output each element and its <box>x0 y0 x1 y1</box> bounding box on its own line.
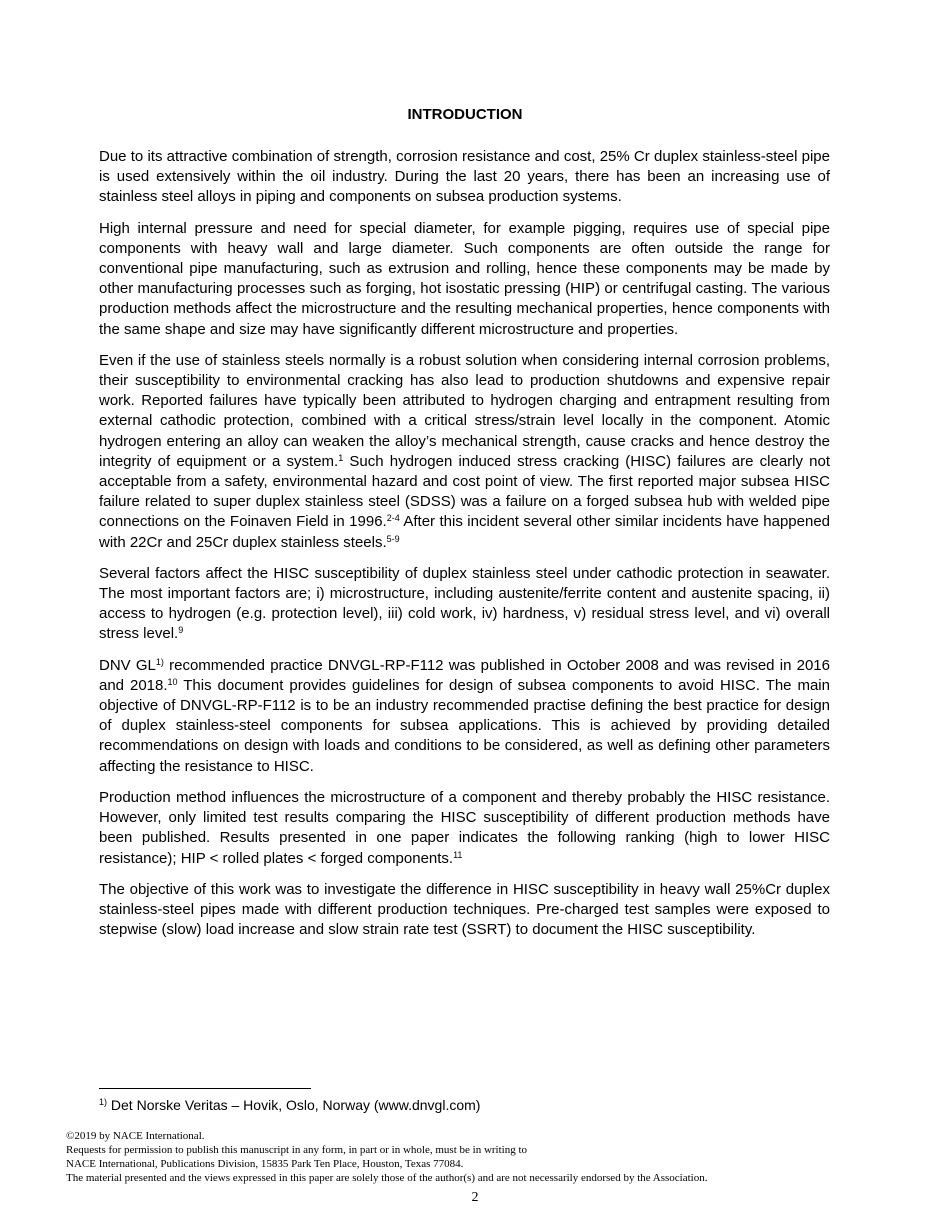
paragraph-5-text-b: recommended practice DNVGL-RP-F112 was published in October 2008 and was revised in 2016 and 2018. <box>99 656 830 694</box>
citation-ref: 11 <box>453 849 463 860</box>
copyright-notice <box>66 1129 866 1185</box>
copyright-line: ©2019 by NACE International. <box>66 1130 205 1142</box>
citation-ref: 2-4 <box>386 513 400 524</box>
footnote <box>99 1097 480 1113</box>
section-heading: INTRODUCTION <box>407 106 523 123</box>
address-line: NACE International, Publications Division, 15835 Park Ten Place, Houston, Texas 77084. <box>66 1158 464 1170</box>
paragraph-1: Due to its attractive combination of strength, corrosion resistance and cost, 25% Cr duplex stainless-steel pipe is used extensively within the oil industry. During the last 20 years, there has been an increasing use of stainless steel alloys in piping and components on subsea production systems. <box>99 148 830 206</box>
paragraph-6 <box>99 788 830 869</box>
citation-ref: 1 <box>338 452 344 463</box>
citation-ref: 10 <box>167 676 178 687</box>
paragraph-5-text-c: This document provides guidelines for design of subsea components to avoid HISC. The main objective of DNVGL-RP-F112 is to be an industry recommended practise defining the best practice for design of duplex stainless-steel components for subsea applications. This is achieved by providing detailed recommendations on design with loads and conditions to be considered, as well as defining other parameters affecting the resistance to HISC. <box>99 676 830 775</box>
paragraph-6-text-a: Production method influences the microstructure of a component and thereby probably the HISC resistance. However, only limited test results comparing the HISC susceptibility of different production methods have been published. Results presented in one paper indicates the following ranking (high to lower HISC resistance); HIP < rolled plates < forged components. <box>99 788 830 867</box>
paragraph-3-text-b: Such hydrogen induced stress cracking (HISC) failures are clearly not acceptable from a safety, environmental hazard and cost point of view. The first reported major subsea HISC failure related to super duplex stainless steel (SDSS) was a failure on a forged subsea hub with welded pipe connections on the Foinaven Field in 1996. <box>99 452 830 531</box>
paragraph-5-text-a: DNV GL <box>99 656 156 674</box>
paragraph-5 <box>99 656 830 777</box>
citation-ref: 5-9 <box>386 533 400 544</box>
paragraph-3 <box>99 351 830 553</box>
footnote-ref: 1) <box>155 656 164 667</box>
paragraph-4-text-a: Several factors affect the HISC susceptibility of duplex stainless steel under cathodic protection in seawater. The most important factors are; i) microstructure, including austenite/ferrite content and austenite spacing, ii) access to hydrogen (e.g. protection level), iii) cold work, iv) hardness, v) residual stress level, and vi) overall stress level. <box>99 564 830 643</box>
footnote-marker: 1) <box>99 1097 108 1107</box>
footnote-text: Det Norske Veritas – Hovik, Oslo, Norway (www.dnvgl.com) <box>107 1097 481 1113</box>
permission-line: Requests for permission to publish this manuscript in any form, in part or in whole, must be in writing to <box>66 1144 528 1156</box>
citation-ref: 9 <box>178 625 184 636</box>
footnote-divider <box>99 1088 311 1089</box>
disclaimer-line: The material presented and the views expressed in this paper are solely those of the author(s) and are not necessarily endorsed by the Association. <box>66 1172 708 1184</box>
page-number: 2 <box>471 1190 479 1205</box>
paragraph-7: The objective of this work was to investigate the difference in HISC susceptibility in heavy wall 25%Cr duplex stainless-steel pipes made with different production techniques. Pre-charged test samples were exposed to stepwise (slow) load increase and slow strain rate test (SSRT) to document the HISC susceptibility. <box>99 880 830 939</box>
paragraph-2: High internal pressure and need for special diameter, for example pigging, requires use of special pipe components with heavy wall and large diameter. Such components are often outside the range for conventional pipe manufacturing, such as extrusion and rolling, hence these components may be made by other manufacturing processes such as forging, hot isostatic pressing (HIP) or centrifugal casting. The various production methods affect the microstructure and the resulting mechanical properties, hence components with the same shape and size may have significantly different microstructure and properties. <box>99 219 830 338</box>
paragraph-4 <box>99 564 830 645</box>
introduction-body <box>99 147 830 951</box>
paragraph-3-text-a: Even if the use of stainless steels normally is a robust solution when considering internal corrosion problems, their susceptibility to environmental cracking has also lead to production shutdowns and expensive repair work. Reported failures have typically been attributed to hydrogen charging and entrapment resulting from external cathodic protection, combined with a critical stress/strain level locally in the component. Atomic hydrogen entering an alloy can weaken the alloy’s mechanical strength, cause cracks and hence destroy the integrity of equipment or a system. <box>99 351 830 470</box>
paragraph-3-text-c: After this incident several other similar incidents have happened with 22Cr and 25Cr duplex stainless steels. <box>99 513 830 551</box>
